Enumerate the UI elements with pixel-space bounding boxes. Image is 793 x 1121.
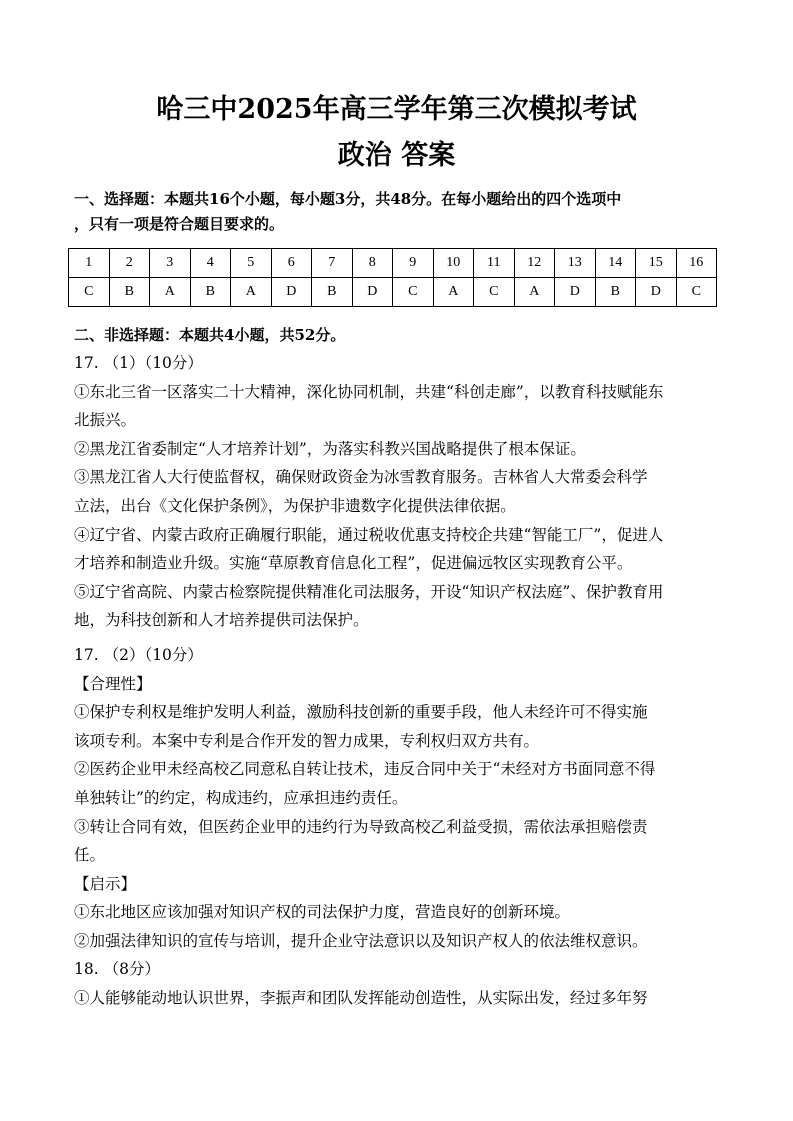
answer-cell: A (150, 278, 191, 307)
answer-cell: D (555, 278, 596, 307)
answer-text-line: 地，为科技创新和人才培养提供司法保护。 (74, 611, 369, 630)
question-number-cell: 3 (150, 249, 191, 278)
question-number-cell: 8 (352, 249, 393, 278)
question-number-cell: 14 (595, 249, 636, 278)
page-subtitle: 政治 答案 (337, 140, 456, 171)
section1-heading (74, 187, 724, 237)
answer-text-line: ①东北地区应该加强对知识产权的司法保护力度，营造良好的创新环境。 (74, 903, 571, 922)
answer-text-line: 18. （8分） (74, 960, 160, 979)
answer-cell: A (433, 278, 474, 307)
answer-text-line: 17. （2）（10分） (74, 645, 203, 664)
answer-text-line: 17. （1）（10分） (74, 354, 203, 372)
question-number-cell: 5 (231, 249, 272, 278)
answer-text-line: 北振兴。 (74, 411, 137, 430)
question-number-cell: 16 (676, 249, 717, 278)
answer-cell: B (312, 278, 353, 307)
answer-text-line: ①东北三省一区落实二十大精神，深化协同机制，共建“科创走廊”，以教育科技赋能东 (74, 382, 664, 401)
answer-text-line: ④辽宁省、内蒙古政府正确履行职能，通过税收优惠支持校企共建“智能工厂”，促进人 (74, 525, 664, 544)
section1-heading-line1: 一、选择题：本题共16个小题，每小题3分，共48分。在每小题给出的四个选项中 (74, 190, 622, 208)
answer-text-line: ③转让合同有效，但医药企业甲的违约行为导致高校乙利益受损，需依法承担赔偿责 (74, 817, 648, 836)
page-title: 哈三中2025年高三学年第三次模拟考试 (156, 94, 637, 125)
question-number-cell: 2 (109, 249, 150, 278)
question-number-cell: 10 (433, 249, 474, 278)
question-number-cell: 12 (514, 249, 555, 278)
answer-cell: B (190, 278, 231, 307)
answer-cell: A (514, 278, 555, 307)
question-number-cell: 4 (190, 249, 231, 278)
answer-cell: A (231, 278, 272, 307)
answer-cell: B (109, 278, 150, 307)
answer-cell: D (271, 278, 312, 307)
answer-text-line: 才培养和制造业升级。实施“草原教育信息化工程”，促进偏远牧区实现教育公平。 (74, 554, 633, 573)
question-number-cell: 11 (474, 249, 515, 278)
section2-body (74, 349, 714, 1013)
answer-text-line: 立法，出台《文化保护条例》，为保护非遗数字化提供法律依据。 (74, 496, 516, 515)
answer-cell: C (393, 278, 434, 307)
answer-text-line: ②加强法律知识的宣传与培训，提升企业守法意识以及知识产权人的依法维权意识。 (74, 931, 648, 950)
answer-row (69, 278, 717, 307)
answer-cell: D (636, 278, 677, 307)
answer-text-line: 任。 (74, 846, 106, 865)
answer-cell: B (595, 278, 636, 307)
answer-cell: D (352, 278, 393, 307)
question-number-cell: 1 (69, 249, 110, 278)
answer-table (68, 248, 717, 307)
answer-text-line: ②黑龙江省委制定“人才培养计划”，为落实科教兴国战略提供了根本保证。 (74, 439, 586, 458)
question-number-row (69, 249, 717, 278)
question-number-cell: 7 (312, 249, 353, 278)
answer-text-line: ①保护专利权是维护发明人利益，激励科技创新的重要手段，他人未经许可不得实施 (74, 703, 648, 722)
answer-cell: C (474, 278, 515, 307)
answer-text-line: ⑤辽宁省高院、内蒙古检察院提供精准化司法服务，开设“知识产权法庭”、保护教育用 (74, 582, 664, 601)
answer-text-line: 该项专利。本案中专利是合作开发的智力成果，专利权归双方共有。 (74, 731, 540, 750)
answer-text-line: 单独转让”的约定，构成违约，应承担违约责任。 (74, 788, 408, 807)
section2-heading: 二、非选择题：本题共4小题，共52分。 (74, 326, 346, 344)
question-number-cell: 6 (271, 249, 312, 278)
answer-cell: C (676, 278, 717, 307)
answer-text-line: ②医药企业甲未经高校乙同意私自转让技术，违反合同中关于“未经对方书面同意不得 (74, 760, 656, 779)
question-number-cell: 9 (393, 249, 434, 278)
answer-text-line: 【启示】 (74, 874, 137, 893)
question-number-cell: 13 (555, 249, 596, 278)
section1-heading-line2: ，只有一项是符合题目要求的。 (74, 215, 285, 233)
answer-text-line: ①人能够能动地认识世界，李振声和团队发挥能动创造性，从实际出发，经过多年努 (74, 989, 648, 1008)
answer-text-line: 【合理性】 (74, 674, 152, 693)
question-number-cell: 15 (636, 249, 677, 278)
answer-cell: C (69, 278, 110, 307)
answer-text-line: ③黑龙江省人大行使监督权，确保财政资金为冰雪教育服务。吉林省人大常委会科学 (74, 468, 648, 487)
